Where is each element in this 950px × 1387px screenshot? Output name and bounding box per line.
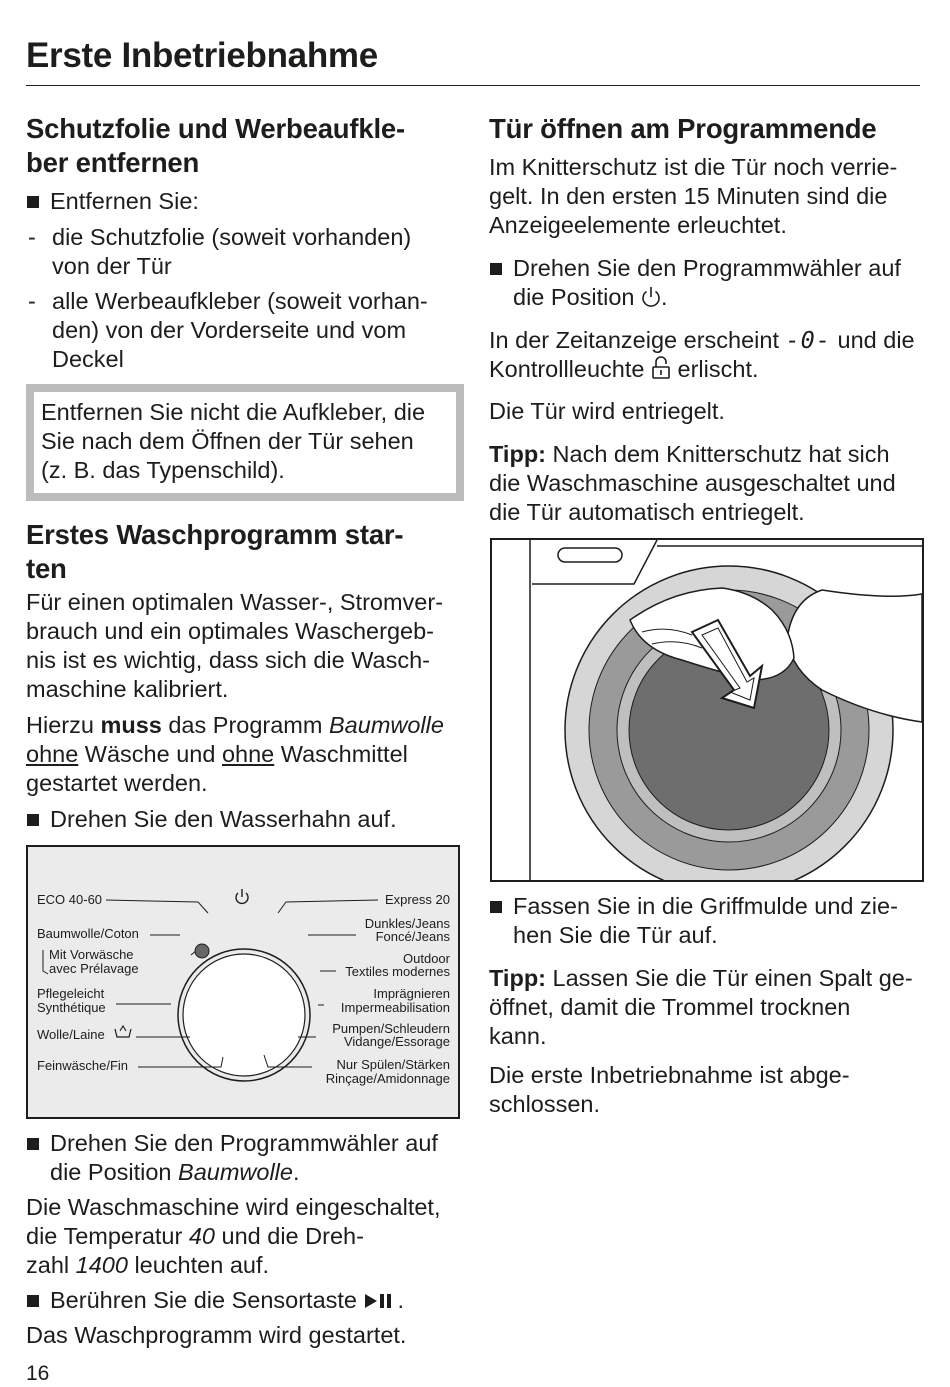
text-line: gestartet werden. — [26, 770, 208, 796]
paragraph-calibration — [26, 588, 464, 704]
dial-indicator — [195, 944, 209, 958]
underlined-ohne: ohne — [221, 741, 275, 767]
dial-label-easycare: Pflegeleicht — [37, 986, 105, 1001]
bullet-text: Entfernen Sie: — [50, 188, 199, 214]
heading-first-wash — [26, 518, 464, 586]
text-run: Kontrollleuchte — [489, 356, 645, 382]
text-run: . — [661, 284, 668, 310]
text-line: kann. — [489, 1023, 547, 1049]
leader-line — [106, 900, 208, 913]
dial-label-wool: Wolle/Laine — [37, 1027, 105, 1042]
heading-open-door — [489, 112, 921, 146]
paragraph-display — [489, 326, 921, 384]
text-run: In der Zeitanzeige erscheint — [489, 327, 779, 353]
bracket-line — [43, 950, 48, 974]
text-line: hen Sie die Tür auf. — [513, 922, 718, 948]
text-run: Nach dem Knitterschutz hat sich — [546, 441, 890, 467]
text-line: brauch und ein optimales Waschergeb- — [26, 618, 434, 644]
text-line: maschine kalibriert. — [26, 676, 229, 702]
paragraph-completed — [489, 1061, 921, 1119]
program-dial-panel — [26, 845, 460, 1119]
emphasis-muss: muss — [100, 712, 162, 738]
note-text: Sie nach dem Öffnen der Tür sehen — [41, 428, 414, 454]
note-text: (z. B. das Typenschild). — [41, 457, 285, 483]
door-opening-illustration — [490, 538, 924, 882]
play-pause-icon — [364, 1293, 398, 1309]
dial-label-outdoor-fr: Textiles modernes — [345, 964, 450, 979]
text-run: Wäsche und — [78, 741, 222, 767]
detergent-drawer-handle — [558, 548, 622, 562]
dial-label-outdoor: Outdoor — [403, 951, 450, 966]
dial-label-easycare-fr: Synthétique — [37, 1000, 106, 1015]
program-name: Baumwolle — [178, 1159, 293, 1185]
bullet-sensor-key — [26, 1286, 464, 1315]
square-bullet-icon — [27, 1138, 39, 1150]
text-line: Das Waschprogramm wird gestartet. — [26, 1322, 407, 1348]
paragraph-switched-on — [26, 1193, 464, 1280]
text-run: das Programm — [161, 712, 329, 738]
dash-text: den) von der Vorderseite und vom — [52, 317, 407, 343]
dial-label-dark: Dunkles/Jeans — [364, 916, 450, 931]
text-line: Die erste Inbetriebnahme ist abge- — [489, 1062, 850, 1088]
washer-door-drawing — [492, 540, 922, 880]
text-line: Anzeigeelemente erleuchtet. — [489, 212, 787, 238]
dial-label-express: Express 20 — [384, 892, 450, 907]
square-bullet-icon — [27, 1295, 39, 1307]
dash-text: alle Werbeaufkleber (soweit vorhan- — [52, 288, 428, 314]
temperature-value: 40 — [188, 1223, 215, 1249]
dash-bullet: - — [28, 288, 36, 314]
bullet-open-door — [489, 892, 921, 950]
text-run: Lassen Sie die Tür einen Spalt ge- — [546, 965, 913, 991]
text-run: Waschmittel — [274, 741, 408, 767]
dial-knob-inner — [183, 954, 305, 1076]
left-column — [26, 112, 464, 834]
paragraph-unlocked — [489, 397, 921, 426]
heading-line: ten — [26, 553, 67, 584]
text-run: und die — [837, 327, 915, 353]
text-run: . — [292, 1159, 300, 1185]
text-run: die Position — [50, 1159, 179, 1185]
warning-note-box — [26, 384, 464, 501]
lock-icon — [651, 356, 671, 380]
text-run: die Position — [513, 284, 635, 310]
text-line: Die Tür wird entriegelt. — [489, 398, 725, 424]
wool-basin-icon — [115, 1026, 131, 1037]
dash-text: von der Tür — [52, 253, 172, 279]
text-run: Hierzu — [26, 712, 101, 738]
dash-item-film — [26, 223, 464, 281]
dash-bullet: - — [28, 224, 36, 250]
page-title: Erste Inbetriebnahme — [26, 36, 378, 75]
dial-label-eco: ECO 40-60 — [37, 892, 103, 907]
text-line: Im Knitterschutz ist die Tür noch verrie- — [489, 154, 898, 180]
dial-label-proofing: Imprägnieren — [373, 986, 450, 1001]
program-name: Baumwolle — [329, 712, 444, 738]
heading-protective-film — [26, 112, 464, 180]
heading-line: ber entfernen — [26, 147, 200, 178]
square-bullet-icon — [490, 901, 502, 913]
heading-line: Schutzfolie und Werbeaufkle- — [26, 113, 405, 144]
text-line: schlossen. — [489, 1091, 601, 1117]
text-run: erlischt. — [677, 356, 759, 382]
heading-line: Erstes Waschprogramm star- — [26, 519, 404, 550]
page-number: 16 — [26, 1362, 50, 1385]
power-icon — [641, 286, 661, 308]
tip-auto-unlock — [489, 440, 921, 527]
dial-label-drain-fr: Vidange/Essorage — [343, 1034, 450, 1049]
text-line: Für einen optimalen Wasser-, Stromver- — [26, 589, 444, 615]
dial-label-proofing-fr: Impermeabilisation — [340, 1000, 450, 1015]
text-run: leuchten auf. — [127, 1252, 270, 1278]
text-line: öffnet, damit die Trommel trocknen — [489, 994, 851, 1020]
right-column — [489, 112, 921, 527]
leader-line — [278, 900, 378, 913]
text-line: die Waschmaschine ausgeschaltet und — [489, 470, 896, 496]
dash-text: die Schutzfolie (soweit vorhanden) — [52, 224, 412, 250]
dial-label-drain: Pumpen/Schleudern — [332, 1021, 450, 1036]
dial-label-cotton: Baumwolle/Coton — [37, 926, 139, 941]
dash-item-stickers — [26, 287, 464, 374]
dial-label-rinse-fr: Rinçage/Amidonnage — [325, 1071, 450, 1086]
program-dial-illustration — [28, 847, 458, 1117]
bullet-water-tap — [26, 805, 464, 834]
text-run: zahl — [26, 1252, 76, 1278]
text-line: gelt. In den ersten 15 Minuten sind die — [489, 183, 888, 209]
text-run: . — [397, 1287, 405, 1313]
left-column-lower — [26, 1129, 464, 1350]
dial-label-rinse: Nur Spülen/Stärken — [336, 1057, 450, 1072]
dial-label-prewash-fr: avec Prélavage — [49, 961, 139, 976]
dial-label-delicates: Feinwäsche/Fin — [37, 1058, 129, 1073]
square-bullet-icon — [490, 263, 502, 275]
bullet-select-off — [489, 254, 921, 312]
text-line: nis ist es wichtig, dass sich die Wasch- — [26, 647, 430, 673]
paragraph-anticrease — [489, 153, 921, 240]
note-text: Entfernen Sie nicht die Aufkleber, die — [41, 399, 426, 425]
text-run: die Temperatur — [26, 1223, 189, 1249]
paragraph-program-started — [26, 1321, 464, 1350]
bullet-text: Drehen Sie den Programmwähler auf — [50, 1130, 438, 1156]
dial-label-dark-fr: Foncé/Jeans — [375, 929, 450, 944]
spin-speed-value: 1400 — [75, 1252, 128, 1278]
square-bullet-icon — [27, 814, 39, 826]
tip-leave-ajar — [489, 964, 921, 1051]
bullet-remove — [26, 187, 464, 216]
bullet-text: Drehen Sie den Programmwähler auf — [513, 255, 901, 281]
right-column-lower — [489, 892, 921, 1119]
power-icon — [236, 889, 248, 903]
time-display-value: -0- — [785, 326, 831, 354]
title-rule — [26, 85, 920, 86]
text-run: und die Dreh- — [215, 1223, 364, 1249]
dash-text: Deckel — [52, 346, 124, 372]
tip-label: Tipp: — [489, 965, 546, 991]
paragraph-program-requirement — [26, 711, 464, 798]
tip-label: Tipp: — [489, 441, 546, 467]
dial-label-prewash: Mit Vorwäsche — [49, 947, 134, 962]
bullet-select-cotton — [26, 1129, 464, 1187]
bullet-text: Fassen Sie in die Griffmulde und zie- — [513, 893, 898, 919]
text-line: Die Waschmaschine wird eingeschaltet, — [26, 1194, 441, 1220]
heading-line: Tür öffnen am Programmende — [489, 113, 877, 144]
square-bullet-icon — [27, 196, 39, 208]
text-line: die Tür automatisch entriegelt. — [489, 499, 805, 525]
bullet-text: Drehen Sie den Wasserhahn auf. — [50, 806, 397, 832]
bullet-text: Berühren Sie die Sensortaste — [50, 1287, 357, 1313]
underlined-ohne: ohne — [26, 741, 79, 767]
